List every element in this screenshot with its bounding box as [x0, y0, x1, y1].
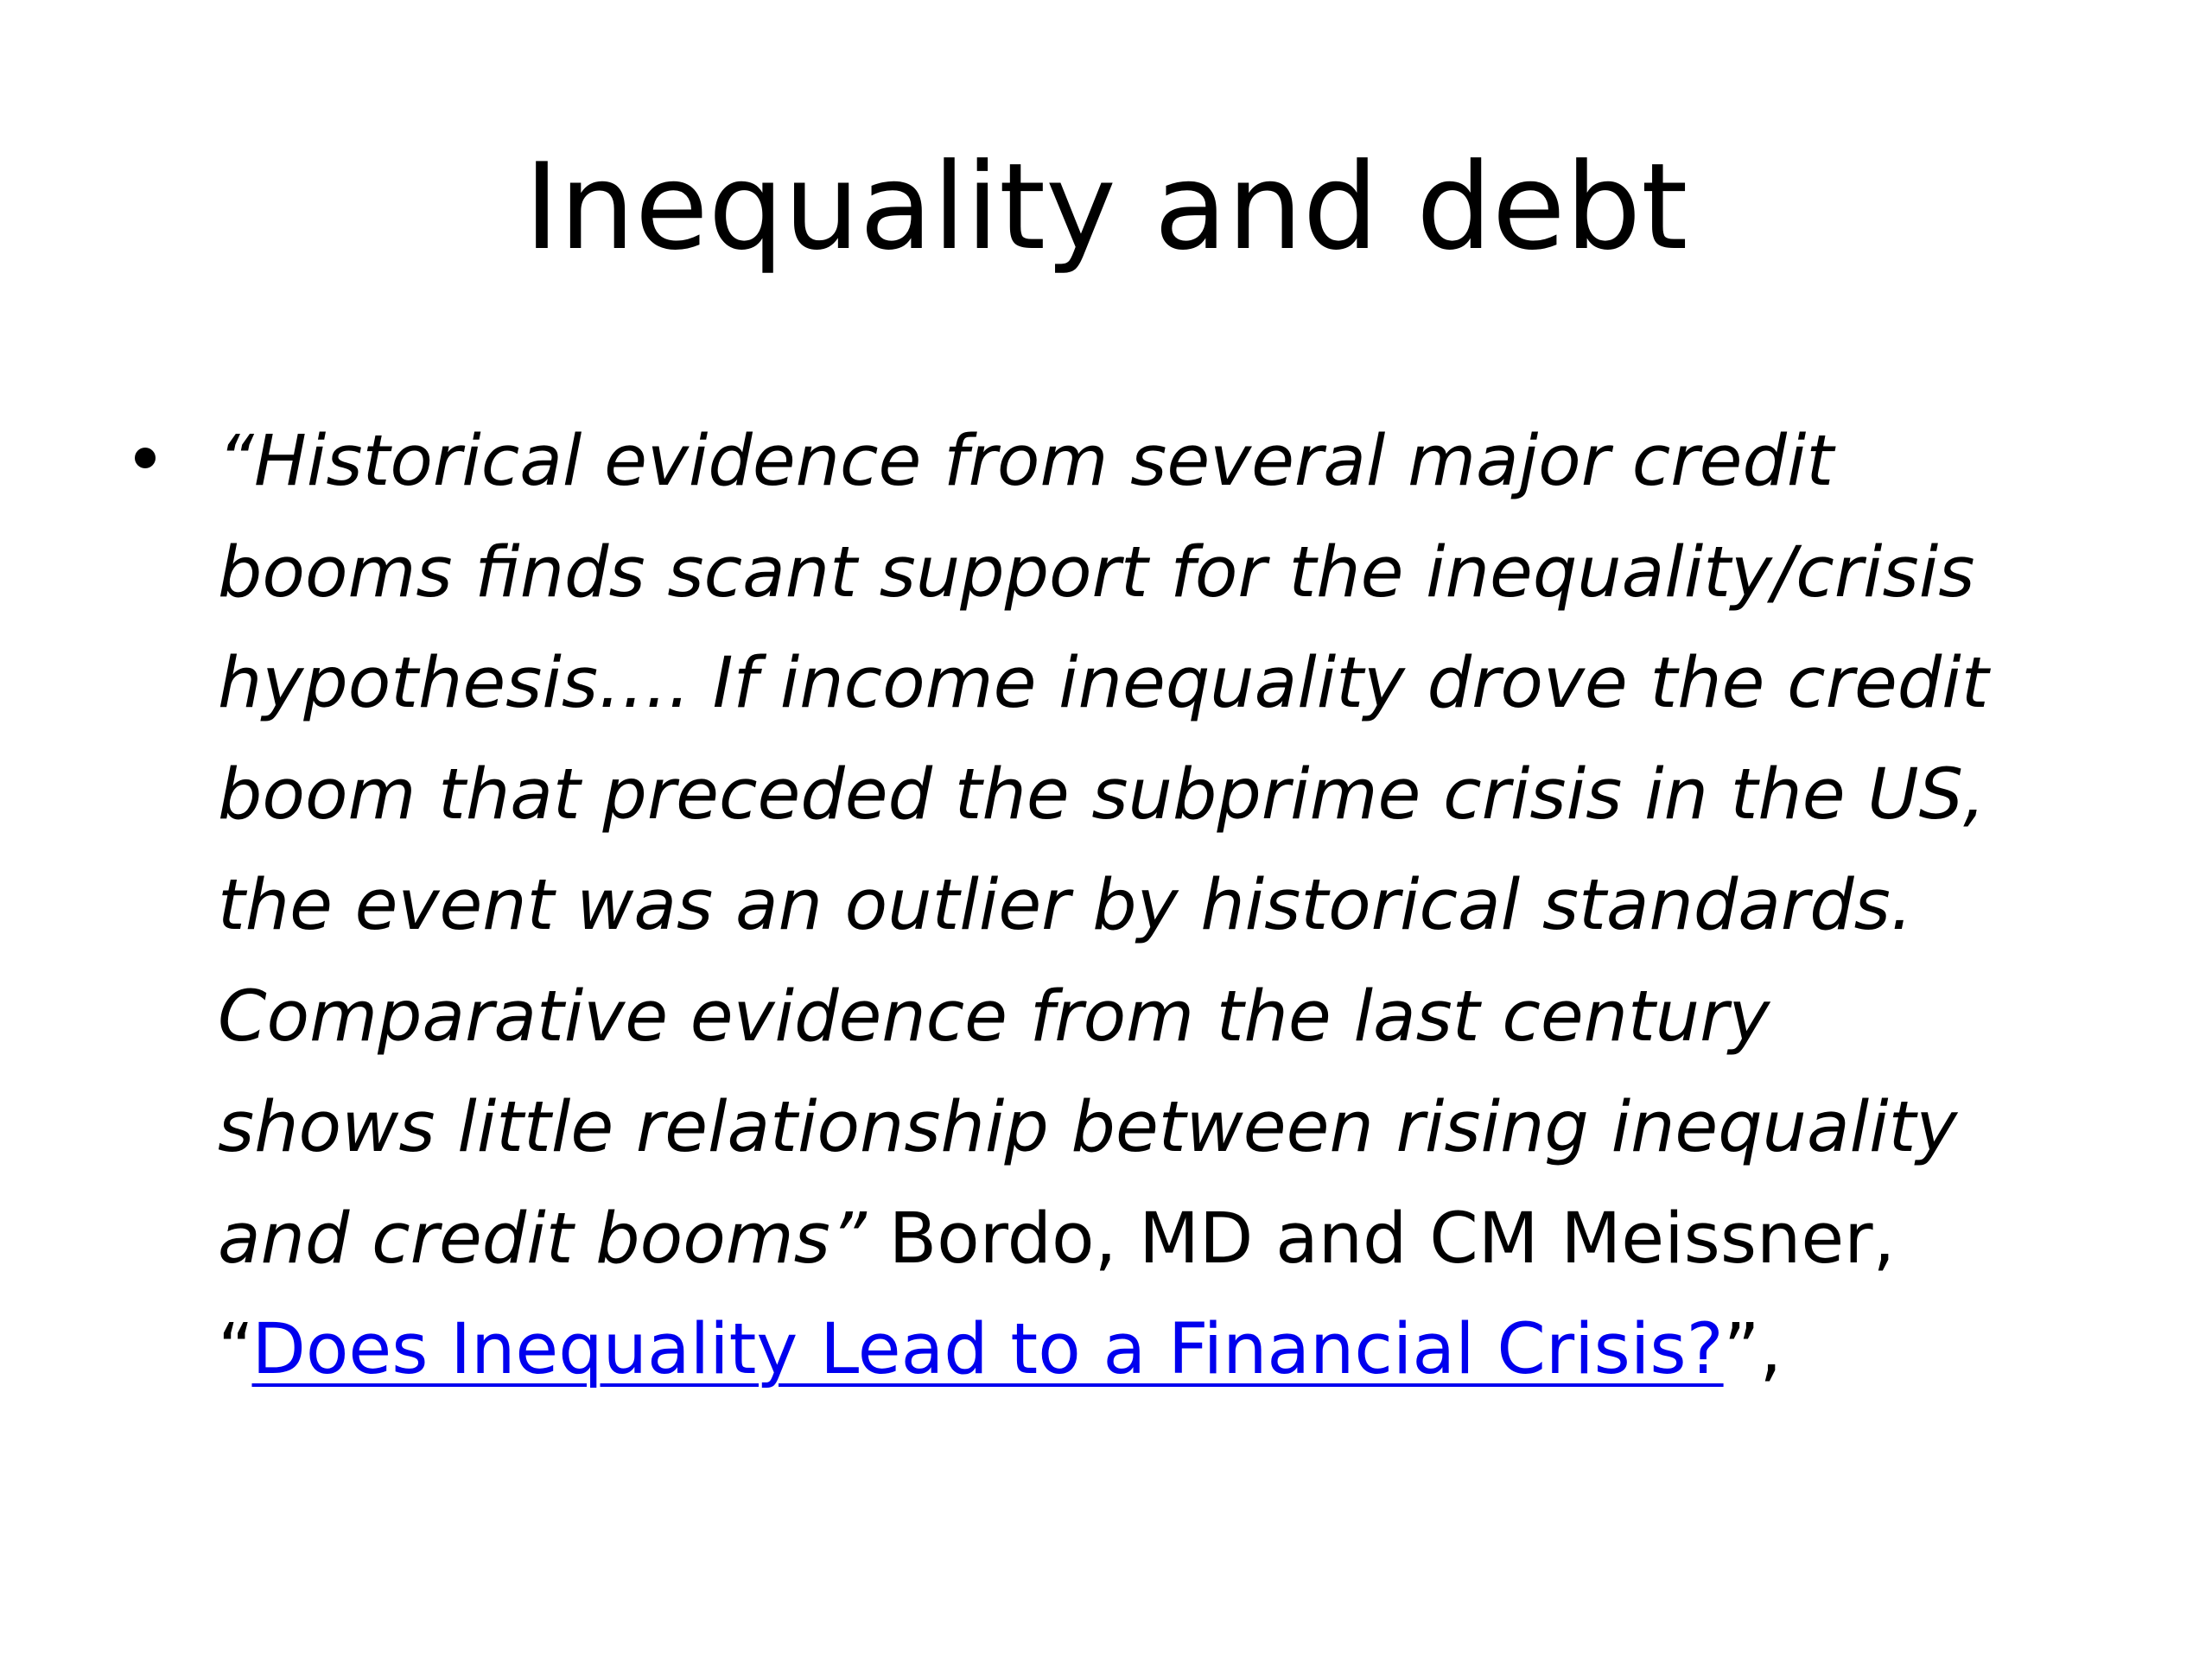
quote-line: boom that preceded the subprime crisis in the US,	[218, 753, 1986, 836]
quote-line: shows little relationship between rising inequality	[218, 1087, 1958, 1168]
quote-line-text: Historical evidence from several major credit	[253, 421, 1834, 502]
citation-title-close-mark: ”,	[1723, 1309, 1783, 1390]
citation-title-link[interactable]: Does Inequality Lead to a Financial Crisis?	[251, 1309, 1724, 1390]
quote-line	[218, 421, 1834, 502]
bullet-text	[218, 406, 2136, 1406]
quote-line: hypothesis…. If income inequality drove the credit	[218, 643, 1989, 724]
quote-line: booms finds scant support for the inequality/crisis	[218, 531, 1975, 613]
quote-open-mark: “	[218, 421, 254, 502]
slide-title: Inequality and debt	[524, 137, 1688, 276]
quote-line: and credit booms”	[218, 1198, 867, 1280]
citation-authors: Bordo, MD and CM Meissner,	[866, 1198, 1896, 1280]
citation-title-open-mark: “	[218, 1309, 252, 1390]
quote-line: Comparative evidence from the last century	[218, 976, 1770, 1058]
bullet-dot-icon	[135, 448, 156, 468]
quote-line: the event was an outlier by historical standards.	[218, 865, 1913, 946]
